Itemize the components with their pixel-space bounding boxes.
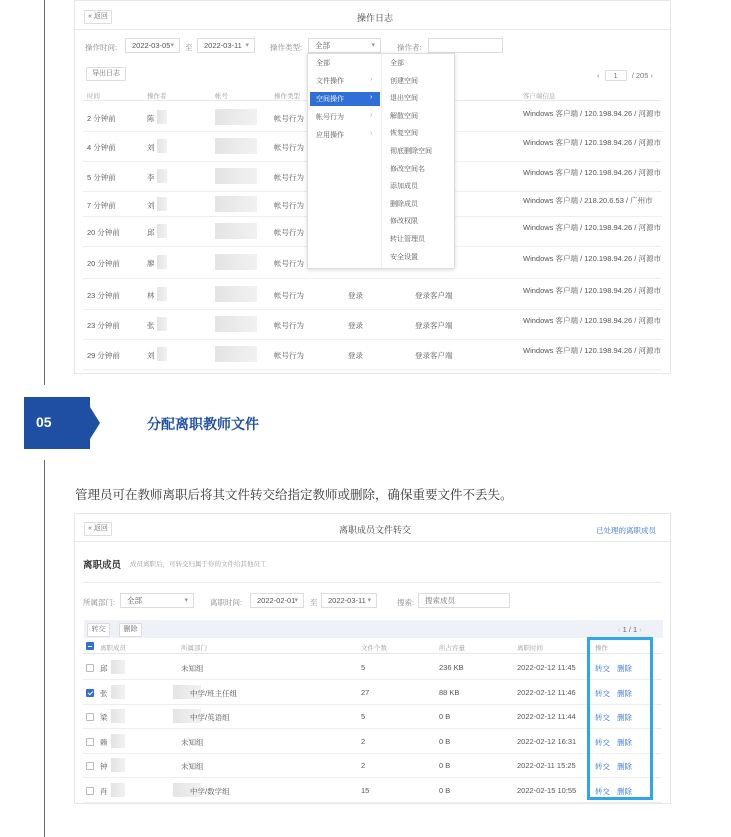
log-op-type: 帐号行为 (274, 351, 304, 360)
leave-time: 2022-02-12 11:46 (517, 687, 576, 697)
date-to-select[interactable] (197, 38, 255, 53)
dropdown-item-2[interactable]: 空间操作 (316, 96, 344, 103)
dropdown-subitem-8[interactable]: 删除成员 (390, 200, 418, 208)
col-time: 时间 (87, 93, 100, 100)
log-operator: 张 (147, 321, 155, 330)
log-action: 登录 (348, 351, 363, 360)
op-type-dropdown (307, 53, 455, 269)
section-description: 管理员可在教师离职后将其文件转交给指定教师或删除，确保重要文件不丢失。 (75, 488, 513, 502)
chevron-down-icon: ▾ (367, 597, 371, 604)
file-count: 15 (361, 785, 370, 795)
leave-time: 2022-02-11 15:25 (517, 761, 576, 770)
log-action: 登录 (348, 290, 363, 300)
chevron-right-icon: › (370, 94, 373, 101)
chevron-down-icon: ▾ (245, 42, 249, 49)
file-size: 0 B (439, 761, 451, 770)
log-operator: 廖 (147, 259, 155, 268)
row-checkbox[interactable] (86, 664, 94, 672)
log-time: 2 分钟前 (87, 114, 116, 123)
row-checkbox[interactable] (86, 713, 94, 721)
redacted-name (111, 734, 125, 748)
select-all-checkbox[interactable] (86, 642, 94, 650)
redacted-account (215, 196, 257, 212)
log-operator: 林 (147, 290, 155, 300)
leave-time: 2022-02-12 11:45 (517, 663, 576, 672)
section-title: 分配离职教师文件 (147, 416, 259, 432)
log-client: Windows 客户端 / 120.198.94.26 / 河源市 (523, 254, 661, 263)
redacted-account (215, 316, 257, 332)
redacted-name (157, 255, 167, 269)
log-time: 23 分钟前 (87, 321, 120, 330)
page-title: 操作日志 (356, 13, 393, 23)
file-count: 5 (361, 663, 366, 672)
log-operator: 陈 (147, 114, 155, 123)
redacted-account (215, 168, 257, 184)
table-row (75, 680, 672, 704)
dropdown-item-0[interactable]: 全部 (316, 60, 330, 67)
log-time: 4 分钟前 (87, 143, 116, 152)
row-checkbox[interactable] (86, 787, 94, 795)
pagination (618, 625, 642, 634)
dept-value: 全部 (127, 596, 142, 605)
op-type-select[interactable] (308, 38, 381, 53)
file-count: 5 (361, 712, 366, 721)
redacted-name (157, 110, 167, 124)
dropdown-subitem-9[interactable]: 修改权限 (390, 218, 418, 226)
log-op-type: 帐号行为 (274, 143, 304, 152)
back-button[interactable]: « 返回 (84, 522, 112, 536)
table-row (75, 655, 672, 679)
dropdown-item-4[interactable]: 应用操作 (316, 132, 344, 139)
dept-label: 所属部门: (83, 598, 116, 607)
member-dept: 未知组 (181, 762, 204, 771)
col-op-type: 操作类型 (274, 93, 300, 100)
date-from-select[interactable] (125, 38, 180, 53)
to-label: 至 (185, 43, 193, 52)
op-type-value: 全部 (315, 41, 330, 50)
col-dept: 所属部门 (181, 645, 207, 652)
dropdown-subitem-3[interactable]: 解散空间 (390, 112, 418, 120)
redacted-name (157, 224, 167, 238)
row-delete-link[interactable]: 删除 (617, 713, 632, 722)
next-page-icon[interactable]: › (650, 71, 653, 80)
log-client: Windows 客户端 / 120.198.94.26 / 河源市 (523, 223, 661, 232)
log-client: Windows 客户端 / 120.198.94.26 / 河源市 (523, 346, 661, 355)
log-time: 20 分钟前 (87, 228, 120, 237)
export-log-button[interactable]: 导出日志 (86, 67, 126, 81)
section-heading: 离职成员 (83, 560, 122, 571)
log-op-type: 帐号行为 (274, 321, 304, 330)
log-client: Windows 客户端 / 120.198.94.26 / 河源市 (523, 285, 661, 295)
log-detail: 登录客户端 (415, 351, 453, 360)
actions-highlight-box (587, 637, 653, 800)
log-client: Windows 客户端 / 120.198.94.26 / 河源市 (523, 138, 661, 147)
col-actions: 操作 (595, 645, 608, 652)
badge-arrow (90, 407, 100, 439)
row-transfer-link[interactable]: 转交 (595, 762, 610, 771)
table-row (75, 778, 672, 802)
table-row (75, 704, 672, 728)
row-divider (83, 802, 662, 803)
row-checkbox[interactable] (86, 762, 94, 770)
log-time: 7 分钟前 (87, 200, 116, 210)
log-op-type: 帐号行为 (274, 290, 304, 300)
file-size: 88 KB (439, 687, 460, 697)
dept-select[interactable] (120, 593, 194, 608)
table-toolbar (84, 620, 663, 638)
file-size: 0 B (439, 785, 451, 795)
prev-page-icon[interactable]: ‹ (618, 625, 623, 634)
log-client: Windows 客户端 / 120.198.94.26 / 河源市 (523, 316, 661, 325)
log-operator: 刘 (147, 351, 155, 360)
chevron-down-icon: ▾ (294, 597, 298, 604)
log-time: 20 分钟前 (87, 259, 120, 268)
op-time-label: 操作时间: (85, 43, 118, 52)
leave-time-label: 离职时间: (210, 598, 243, 607)
timeline-line (44, 460, 45, 837)
page-input[interactable]: 1 (605, 70, 627, 81)
row-transfer-link[interactable]: 转交 (595, 713, 610, 722)
redacted-name (111, 758, 125, 772)
page-title: 离职成员文件转交 (338, 525, 411, 535)
divider (83, 582, 662, 583)
search-input[interactable] (418, 593, 510, 608)
section-number-badge (24, 397, 90, 449)
redacted-account (215, 286, 257, 302)
divider (75, 29, 670, 30)
col-size: 所占容量 (439, 645, 465, 652)
row-checkbox[interactable] (86, 689, 94, 697)
processed-members-link[interactable]: 已处理的离职成员 (596, 526, 656, 535)
log-client: Windows 客户端 / 218.20.6.53 / 广州市 (523, 195, 653, 205)
date-to-select[interactable] (321, 593, 377, 608)
search-label: 搜索: (397, 598, 415, 607)
operator-label: 操作者: (397, 43, 422, 52)
col-account: 帐号 (215, 93, 228, 100)
divider (381, 54, 382, 268)
page-total: / 205 (631, 71, 649, 80)
log-time: 23 分钟前 (87, 290, 120, 300)
prev-page-icon[interactable]: ‹ (597, 71, 600, 80)
dropdown-subitem-2[interactable]: 退出空间 (390, 95, 418, 103)
row-delete-link[interactable]: 删除 (617, 786, 632, 796)
operator-input[interactable] (428, 38, 503, 53)
row-checkbox[interactable] (86, 738, 94, 746)
table-row (75, 729, 672, 753)
dropdown-subitem-7[interactable]: 添加成员 (390, 183, 418, 191)
redacted-name (111, 660, 125, 674)
log-op-type: 帐号行为 (274, 259, 304, 268)
row-delete-link[interactable]: 删除 (617, 762, 632, 771)
next-page-icon[interactable]: › (637, 625, 642, 634)
leave-time: 2022-02-15 10:55 (517, 785, 577, 795)
heading-note: 成员离职后，可转交归属于你的文件给其他员工 (130, 561, 267, 568)
operation-log-panel (74, 0, 671, 374)
member-name: 赖 (100, 737, 108, 747)
chevron-down-icon: ▾ (184, 597, 188, 604)
file-count: 27 (361, 687, 370, 697)
chevron-right-icon: › (370, 76, 373, 83)
redacted-account (215, 109, 257, 125)
member-dept: 未知组 (181, 664, 204, 673)
member-name: 钟 (100, 762, 108, 771)
pagination (597, 70, 653, 81)
log-detail: 登录客户端 (415, 290, 453, 300)
divider (75, 541, 670, 542)
redacted-account (215, 223, 257, 239)
row-transfer-link[interactable]: 转交 (595, 786, 610, 796)
file-count: 2 (361, 761, 366, 770)
col-file-count: 文件个数 (361, 645, 387, 652)
back-button[interactable]: « 返回 (84, 10, 112, 24)
member-name: 梁 (100, 713, 108, 722)
file-size: 0 B (439, 736, 451, 746)
dropdown-subitem-1[interactable]: 创建空间 (390, 77, 418, 85)
chevron-down-icon: ▾ (371, 42, 375, 49)
chevron-right-icon: › (370, 112, 373, 119)
redacted-account (215, 254, 257, 270)
redacted-name (157, 169, 167, 183)
to-label: 至 (310, 598, 318, 607)
log-operator: 刘 (147, 200, 155, 210)
row-divider (83, 369, 662, 370)
dropdown-item-3[interactable]: 帐号行为 (316, 114, 344, 121)
file-size: 0 B (439, 712, 451, 721)
leave-time: 2022-02-12 11:44 (517, 712, 576, 721)
log-op-type: 帐号行为 (274, 114, 304, 123)
page-indicator: 1 / 1 (622, 625, 638, 634)
log-operator: 刘 (147, 143, 155, 152)
delete-button[interactable]: 删除 (119, 623, 142, 637)
transfer-panel (74, 513, 671, 804)
table-row (75, 753, 672, 777)
dropdown-subitem-10[interactable]: 转让管理员 (390, 236, 425, 243)
log-time: 29 分钟前 (87, 351, 120, 360)
log-op-type: 帐号行为 (274, 228, 304, 237)
redacted-name (157, 317, 167, 331)
log-operator: 邱 (147, 228, 155, 237)
member-dept: 中学/班主任组 (190, 688, 238, 698)
redacted-name (111, 685, 125, 699)
log-client: Windows 客户端 / 120.198.94.26 / 河源市 (523, 168, 661, 177)
dropdown-subitem-5[interactable]: 彻底删除空间 (390, 148, 432, 155)
log-time: 5 分钟前 (87, 173, 116, 182)
col-client: 客户端信息 (523, 93, 556, 100)
dropdown-subitem-11[interactable]: 安全设置 (390, 253, 418, 261)
member-name: 肖 (100, 786, 108, 796)
chevron-right-icon: › (370, 130, 373, 137)
member-name: 张 (100, 688, 108, 698)
timeline-line (44, 0, 45, 385)
dropdown-item-1[interactable]: 文件操作 (316, 78, 344, 85)
dropdown-subitem-0[interactable]: 全部 (390, 60, 404, 67)
redacted-name (157, 197, 167, 211)
member-dept: 中学/英语组 (190, 713, 230, 722)
date-from-value: 2022-03-05 (132, 41, 171, 50)
leave-time: 2022-02-12 16:31 (517, 736, 577, 746)
redacted-account (215, 346, 257, 362)
redacted-name (111, 783, 125, 797)
chevron-down-icon: ▾ (170, 42, 174, 49)
log-detail: 登录客户端 (415, 321, 453, 330)
transfer-button[interactable]: 转交 (87, 623, 110, 637)
row-delete-link[interactable]: 删除 (617, 688, 632, 698)
col-operator: 操作者 (147, 93, 167, 100)
log-op-type: 帐号行为 (274, 200, 304, 210)
member-dept: 中学/数学组 (190, 786, 230, 796)
date-from-value: 2022-02-01 (257, 596, 296, 605)
file-size: 236 KB (439, 663, 464, 672)
row-transfer-link[interactable]: 转交 (595, 664, 610, 673)
date-to-value: 2022-03-11 (328, 596, 366, 605)
dropdown-subitem-6[interactable]: 修改空间名 (390, 165, 425, 173)
member-name: 邱 (100, 664, 108, 673)
date-from-select[interactable] (250, 593, 304, 608)
log-operator: 李 (147, 173, 155, 182)
file-count: 2 (361, 736, 366, 746)
table-header-line (83, 653, 662, 654)
log-client: Windows 客户端 / 120.198.94.26 / 河源市 (523, 109, 661, 118)
redacted-name (157, 139, 167, 153)
date-to-value: 2022-03-11 (204, 41, 242, 50)
dropdown-subitem-4[interactable]: 恢复空间 (390, 130, 418, 138)
row-transfer-link[interactable]: 转交 (595, 688, 610, 698)
col-member: 离职成员 (100, 645, 126, 652)
col-leave-time: 离职时间 (517, 645, 543, 652)
member-dept: 未知组 (181, 737, 204, 747)
log-op-type: 帐号行为 (274, 173, 304, 182)
log-action: 登录 (348, 321, 363, 330)
op-type-label: 操作类型: (270, 43, 303, 52)
row-delete-link[interactable]: 删除 (617, 664, 632, 673)
redacted-name (111, 709, 125, 723)
redacted-account (215, 138, 257, 154)
row-delete-link[interactable]: 删除 (617, 737, 632, 747)
section-number: 05 (36, 414, 52, 430)
redacted-name (157, 347, 167, 361)
row-transfer-link[interactable]: 转交 (595, 737, 610, 747)
redacted-name (157, 287, 167, 301)
